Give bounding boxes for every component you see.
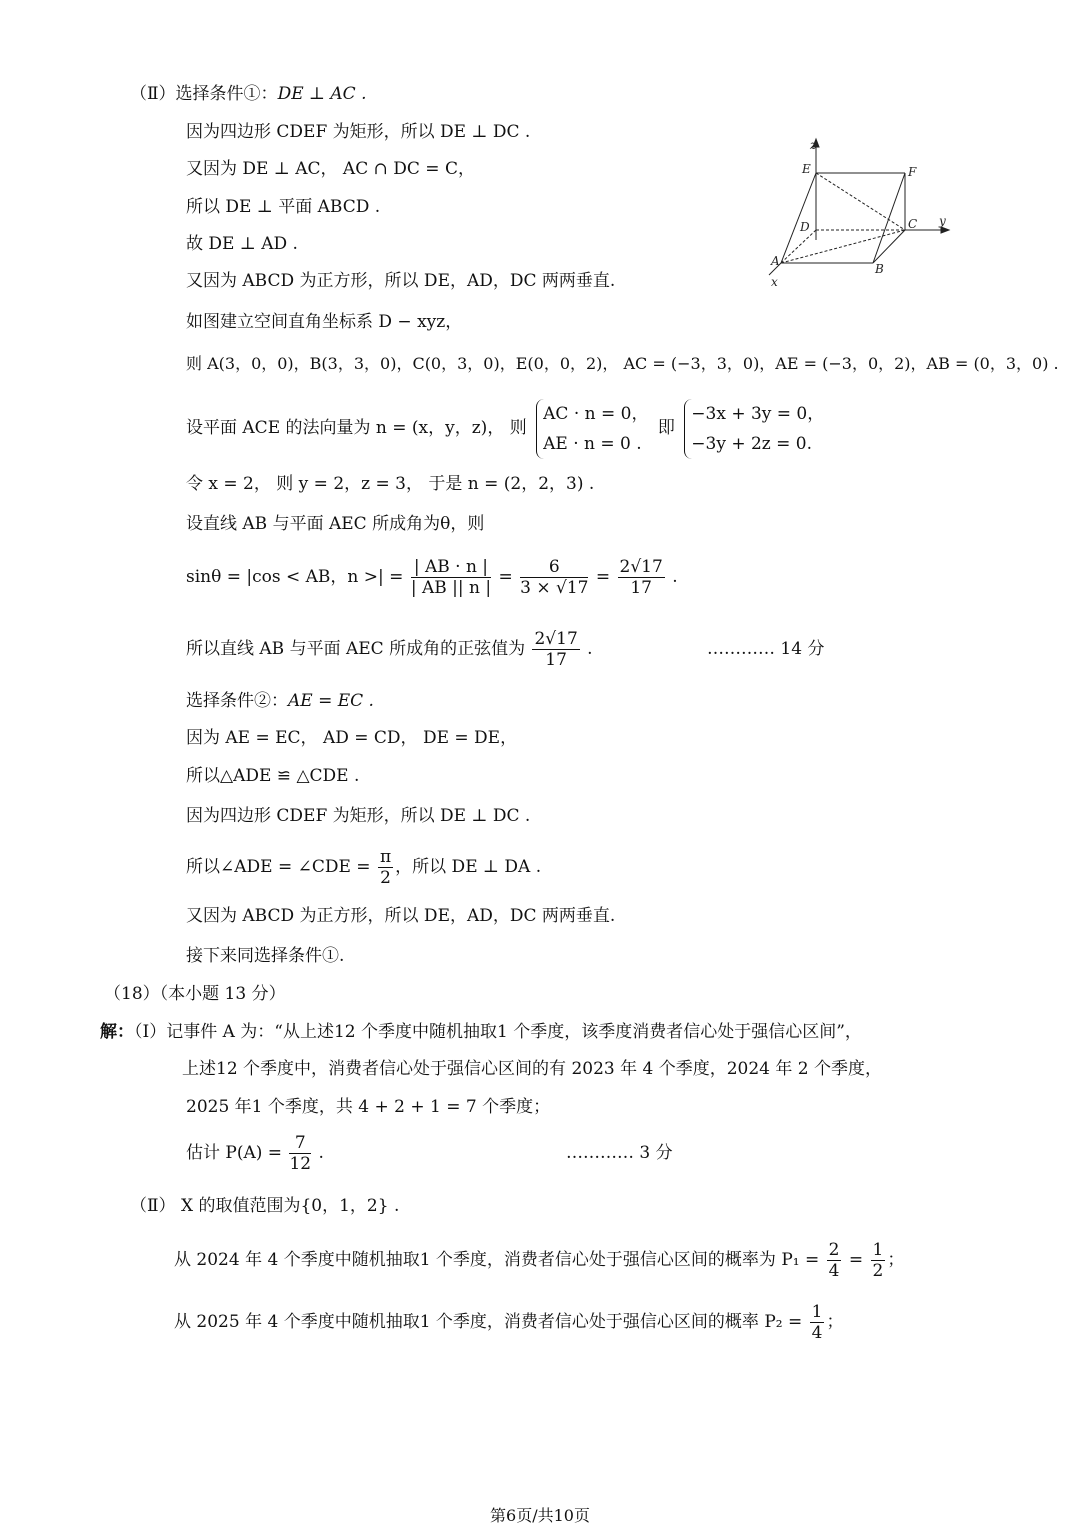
label-f: F — [908, 165, 917, 179]
label-y: y — [939, 214, 946, 228]
fraction: $\frac{2}{4}$ — [828, 1240, 840, 1281]
sine-formula-line: sinθ = |cos < AB，n >| = $\frac{| AB \cdot n |}{| AB || n |}$ = $\frac{6}{3 \times √17}$ = $\frac{2√17}{17}$ . — [186, 557, 678, 598]
system1-eq-2: AE · n = 0 . — [543, 433, 642, 454]
solution-line: 故 DE ⊥ AD . — [186, 234, 298, 254]
label-b: B — [875, 262, 884, 276]
solution-line: 因为 AE = EC， AD = CD， DE = DE， — [186, 728, 518, 748]
label-c: C — [908, 217, 918, 231]
question-18-header: （18）（本小题 13 分） — [104, 984, 286, 1004]
fraction: $\frac{| AB \cdot n |}{| AB || n |}$ — [410, 557, 492, 598]
cond2-formula: AE = EC . — [288, 691, 374, 711]
probability-estimate-line: 估计 P(A) = $\frac{7}{12}$ . — [186, 1133, 324, 1174]
equals-sign: = — [595, 567, 611, 587]
sine-result-text: 所以直线 AB 与平面 AEC 所成角的正弦值为 — [186, 639, 526, 659]
sine-formula-lhs: sinθ = |cos < AB，n >| = — [186, 567, 404, 587]
cond1-head: （Ⅱ）选择条件①： — [130, 84, 278, 104]
solution-line: 如图建立空间直角坐标系 D − xyz， — [186, 312, 463, 332]
fraction: $\frac{2√17}{17}$ — [534, 629, 578, 670]
edge-ea — [781, 173, 816, 263]
fraction: $\frac{7}{12}$ — [289, 1133, 312, 1174]
label-x: x — [771, 275, 778, 289]
coordinates-line: 则 A(3，0，0)，B(3，3，0)，C(0，3，0)，E(0，0，2)， AC = (−3，3，0)，AE = (−3，0，2)，AB = (0，3，0) . — [186, 354, 1059, 373]
system2-eq-1: −3x + 3y = 0， — [691, 403, 825, 424]
solution-line: 令 x = 2， 则 y = 2，z = 3， 于是 n = (2，2，3) . — [186, 474, 595, 494]
segment-ac — [781, 230, 905, 263]
x-axis-hidden — [781, 230, 816, 263]
label-d: D — [800, 220, 810, 234]
equation-system-1 — [536, 399, 648, 459]
label-e: E — [802, 162, 811, 176]
fraction: $\frac{\pi}{2}$ — [379, 847, 392, 888]
solution-line: 因为四边形 CDEF 为矩形，所以 DE ⊥ DC . — [186, 122, 531, 142]
score-14: ………… 14 分 — [707, 639, 825, 659]
solution-line: 又因为 ABCD 为正方形，所以 DE，AD，DC 两两垂直. — [186, 906, 616, 926]
solution-line: 又因为 DE ⊥ AC， AC ∩ DC = C， — [186, 159, 475, 179]
coordinate-figure — [755, 135, 955, 290]
label-z: z — [810, 138, 817, 152]
fraction: $\frac{6}{3 \times √17}$ — [520, 557, 589, 598]
q18-part1-line: 解：（Ⅰ）记事件 A 为：“从上述12 个季度中随机抽取1 个季度，该季度消费者信心处于强信心区间”， — [100, 1022, 862, 1042]
p2-line: 从 2025 年 4 个季度中随机抽取1 个季度，消费者信心处于强信心区间的概率 P₂ = $\frac{1}{4}$ ； — [174, 1302, 844, 1343]
normal-vector-line — [186, 398, 828, 459]
segment-ec — [816, 173, 905, 230]
system-connector: 即 — [657, 418, 675, 438]
q18-part2-line: （Ⅱ） X 的取值范围为{0，1，2} . — [130, 1196, 400, 1216]
cond1-line — [130, 82, 367, 106]
score-3: ………… 3 分 — [566, 1143, 673, 1163]
fraction: $\frac{2√17}{17}$ — [619, 557, 663, 598]
solution-label: 解： — [100, 1022, 134, 1042]
normal-vector-intro: 设平面 ACE 的法向量为 n = (x，y，z)， 则 — [186, 418, 527, 438]
system1-eq-1: AC · n = 0， — [543, 403, 649, 424]
solution-line: 接下来同选择条件①. — [186, 946, 345, 966]
fraction: $\frac{1}{2}$ — [872, 1240, 884, 1281]
equation-system-2 — [684, 399, 824, 459]
edge-bc — [873, 230, 905, 263]
fraction: $\frac{1}{4}$ — [811, 1302, 823, 1343]
solution-line: 2025 年1 个季度，共 4 + 2 + 1 = 7 个季度； — [186, 1097, 551, 1117]
solution-line: 因为四边形 CDEF 为矩形，所以 DE ⊥ DC . — [186, 806, 531, 826]
solution-line: 又因为 ABCD 为正方形，所以 DE，AD，DC 两两垂直. — [186, 271, 616, 291]
p1-line: 从 2024 年 4 个季度中随机抽取1 个季度，消费者信心处于强信心区间的概率为 P₁ = $\frac{2}{4}$ = $\frac{1}{2}$ ； — [174, 1240, 905, 1281]
cond2-line — [186, 689, 374, 713]
solution-line: 设直线 AB 与平面 AEC 所成角为θ，则 — [186, 514, 485, 534]
cond1-formula: DE ⊥ AC . — [277, 84, 367, 104]
solution-line: 所以△ADE ≌ △CDE . — [186, 766, 360, 786]
cond2-head: 选择条件②： — [186, 691, 288, 711]
edge-fb — [873, 173, 905, 263]
label-a: A — [771, 254, 780, 268]
page-footer: 第6页/共10页 — [490, 1506, 590, 1525]
solution-line: 上述12 个季度中，消费者信心处于强信心区间的有 2023 年 4 个季度，2024 年 2 个季度， — [182, 1059, 883, 1079]
equals-sign: = — [498, 567, 513, 587]
solution-line: 所以 DE ⊥ 平面 ABCD . — [186, 197, 381, 217]
sine-result-line: 所以直线 AB 与平面 AEC 所成角的正弦值为 $\frac{2√17}{17}$ . — [186, 629, 593, 670]
angle-line: 所以∠ADE = ∠CDE = $\frac{\pi}{2}$ ，所以 DE ⊥ DA . — [186, 847, 542, 888]
system2-eq-2: −3y + 2z = 0. — [691, 433, 813, 454]
